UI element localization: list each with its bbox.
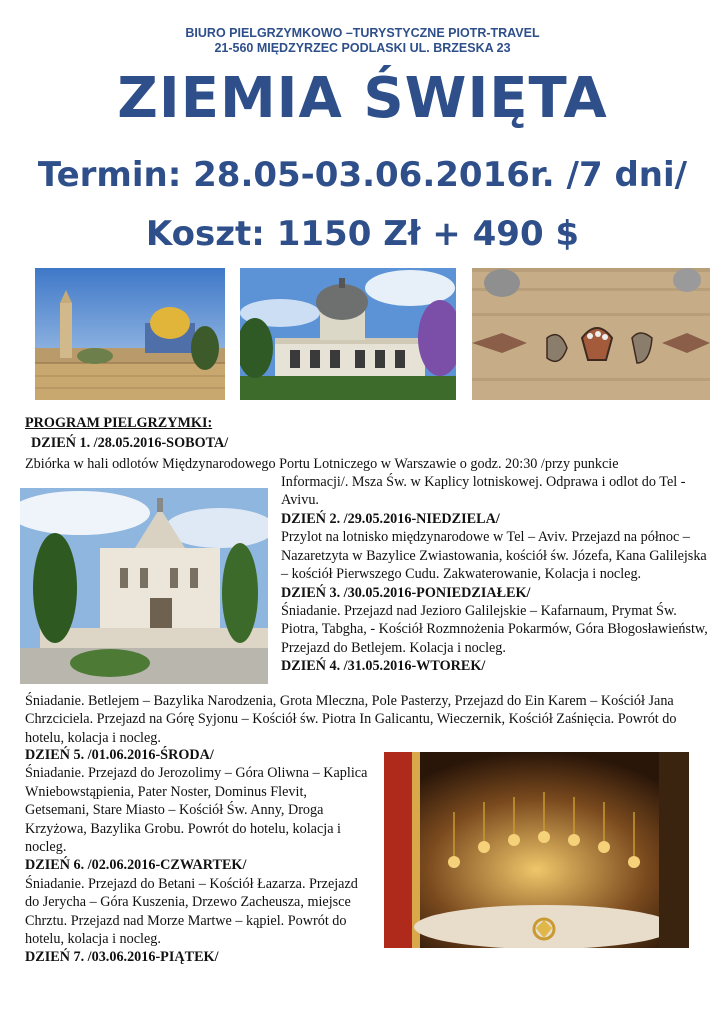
days-5-7-block xyxy=(25,746,370,967)
day3-text: Śniadanie. Przejazd nad Jezioro Galilejskie – Kafarnaum, Prymat Św. Piotra, Tabgha, - Kościół Rozmnożenia Pokarmów, Góra Błogosławieństw, Przejazd do Betlejem. Kolacja i nocleg. xyxy=(281,603,708,656)
day7-heading: DZIEŃ 7. /03.06.2016-PIĄTEK/ xyxy=(25,949,219,966)
day6-heading: DZIEŃ 6. /02.06.2016-CZWARTEK/ xyxy=(25,857,247,874)
day1-heading: DZIEŃ 1. /28.05.2016-SOBOTA/ xyxy=(31,435,229,451)
days-2-3-block xyxy=(281,510,713,676)
day5-text: Śniadanie. Przejazd do Jerozolimy – Góra Oliwna – Kaplica Wniebowstąpienia, Pater Noster, Dominus Flevit, Getsemani, Stare Miasto – Kościół Św. Anny, Droga Krzyżowa, Bazylika Grobu. Powrót do hotelu, kolacja i nocleg. xyxy=(25,765,368,856)
day2-heading: DZIEŃ 2. /29.05.2016-NIEDZIELA/ xyxy=(281,511,500,527)
day1-text-a: Zbiórka w hali odlotów Międzynarodowego Portu Lotniczego w Warszawie o godz. 20:30 /przy punkcie xyxy=(25,456,619,472)
day4-heading: DZIEŃ 4. /31.05.2016-WTOREK/ xyxy=(281,658,486,675)
trip-dates: Termin: 28.05-03.06.2016r. /7 dni/ xyxy=(37,155,688,195)
program-heading: PROGRAM PIELGRZYMKI: xyxy=(25,415,213,431)
day1-text-b: Informacji/. Msza Św. w Kaplicy lotniskowej. Odprawa i odlot do Tel -Avivu. xyxy=(281,474,686,509)
agency-name: BIURO PIELGRZYMKOWO –TURYSTYCZNE PIOTR-TRAVEL xyxy=(185,26,540,40)
trip-cost: Koszt: 1150 Zł + 490 $ xyxy=(145,214,580,254)
beatitudes-church-photo xyxy=(240,268,456,400)
day6-text: Śniadanie. Przejazd do Betani – Kościół Łazarza. Przejazd do Jerycha – Góra Kuszenia, Drzewo Zacheusza, miejsce Chrztu. Przejazd nad Morze Martwe – kąpiel. Powrót do hotelu, kolacja i nocleg. xyxy=(25,875,358,948)
day2-text: Przylot na lotnisko międzynarodowe w Tel – Aviv. Przejazd na północ – Nazaretzyta w Bazylice Zwiastowania, kościół św. Józefa, Kana Galilejska – kościół Pierwszego Cudu. Zakwaterowanie, Kolacja i nocleg. xyxy=(281,529,707,583)
day3-heading: DZIEŃ 3. /30.05.2016-PONIEDZIAŁEK/ xyxy=(281,584,531,601)
agency-address: 21-560 MIĘDZYRZEC PODLASKI UL. BRZESKA 23 xyxy=(214,41,511,55)
tabgha-mosaic-photo xyxy=(472,268,710,400)
page-title: ZIEMIA ŚWIĘTA xyxy=(117,66,608,131)
jerusalem-dome-photo xyxy=(35,268,225,400)
annunciation-basilica-photo xyxy=(20,488,268,684)
day4-text: Śniadanie. Betlejem – Bazylika Narodzenia, Grota Mleczna, Pole Pasterzy, Przejazd do Ein Karem – Kościół Jana Chrzciciela. Przejazd na Górę Syjonu – Kościół św. Piotra In Galicantu, Wieczernik, Kościół Zaśnięcia. Powrót do hotelu, kolacja i nocleg. xyxy=(25,693,677,746)
day5-heading: DZIEŃ 5. /01.06.2016-ŚRODA/ xyxy=(25,747,214,763)
nativity-grotto-photo xyxy=(384,752,689,948)
